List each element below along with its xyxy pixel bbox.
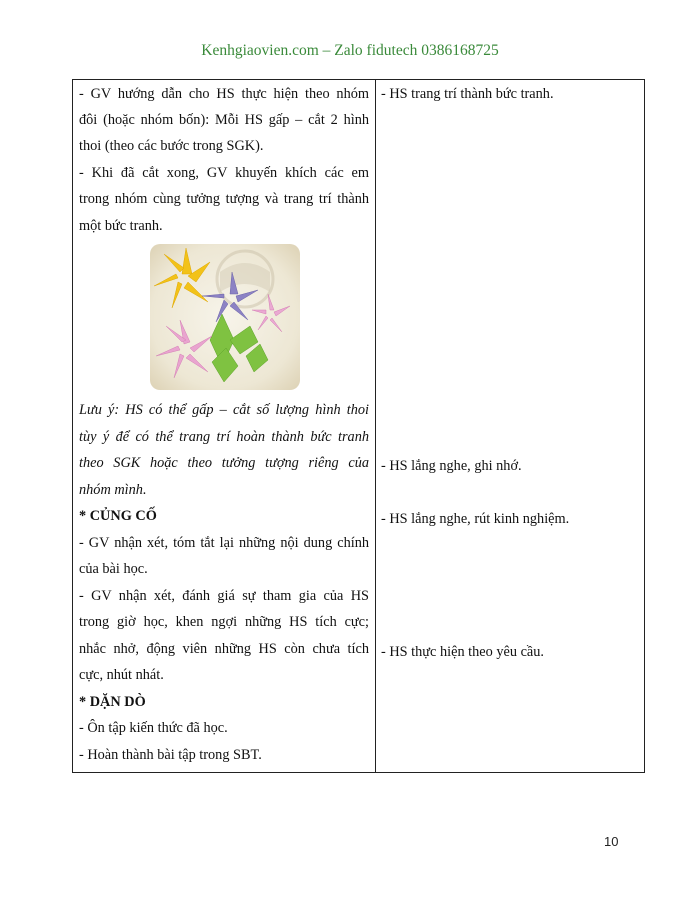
cungco-line-6: cực, nhút nhát. xyxy=(79,667,164,683)
left-line-3: thoi (theo các bước trong SGK). xyxy=(79,138,264,154)
paper-flower-illustration xyxy=(150,244,300,390)
student-activity-cell xyxy=(376,80,645,773)
cungco-line-1: - GV nhận xét, tóm tắt lại những nội dung chính xyxy=(79,535,369,551)
page-header xyxy=(0,42,700,60)
right-line-4: - HS thực hiện theo yêu cầu. xyxy=(381,644,544,660)
right-line-3: - HS lắng nghe, rút kinh nghiệm. xyxy=(381,511,570,527)
note-line-2: tùy ý để có thể trang trí hoàn thành bức tranh xyxy=(79,429,369,445)
dando-heading: * DẶN DÒ xyxy=(79,694,146,710)
left-line-6: một bức tranh. xyxy=(79,218,163,234)
header-separator: – xyxy=(318,42,335,59)
note-line-1: Lưu ý: HS có thể gấp – cắt số lượng hình thoi xyxy=(79,402,369,418)
teacher-activity-cell xyxy=(73,80,376,773)
left-line-1: - GV hướng dẫn cho HS thực hiện theo nhóm xyxy=(79,86,369,102)
header-site: Kenhgiaovien.com xyxy=(201,42,319,59)
right-line-2: - HS lắng nghe, ghi nhớ. xyxy=(381,458,522,474)
cungco-line-3: - GV nhận xét, đánh giá sự tham gia của HS xyxy=(79,588,369,604)
header-contact: Zalo fidutech 0386168725 xyxy=(334,42,499,59)
left-line-4: - Khi đã cắt xong, GV khuyến khích các em xyxy=(79,165,369,181)
note-line-4: nhóm mình. xyxy=(79,482,147,498)
page-number: 10 xyxy=(604,834,619,849)
table-row xyxy=(73,80,645,773)
cungco-heading: * CỦNG CỐ xyxy=(79,508,157,524)
left-line-5: trong nhóm cùng tưởng tượng và trang trí thành xyxy=(79,191,369,207)
dando-line-1: - Ôn tập kiến thức đã học. xyxy=(79,720,228,736)
lesson-table xyxy=(72,79,645,773)
cungco-line-4: trong giờ học, khen ngợi những HS tích cực; xyxy=(79,614,369,630)
left-line-2: đôi (hoặc nhóm bốn): Mỗi HS gấp – cắt 2 hình xyxy=(79,112,369,128)
flower-picture xyxy=(150,244,300,390)
right-line-1: - HS trang trí thành bức tranh. xyxy=(381,86,554,102)
dando-line-2: - Hoàn thành bài tập trong SBT. xyxy=(79,747,262,763)
cungco-line-5: nhắc nhở, động viên những HS còn chưa tích xyxy=(79,641,369,657)
note-line-3: theo SGK hoặc theo tưởng tượng riêng của xyxy=(79,455,369,471)
cungco-line-2: của bài học. xyxy=(79,561,148,577)
